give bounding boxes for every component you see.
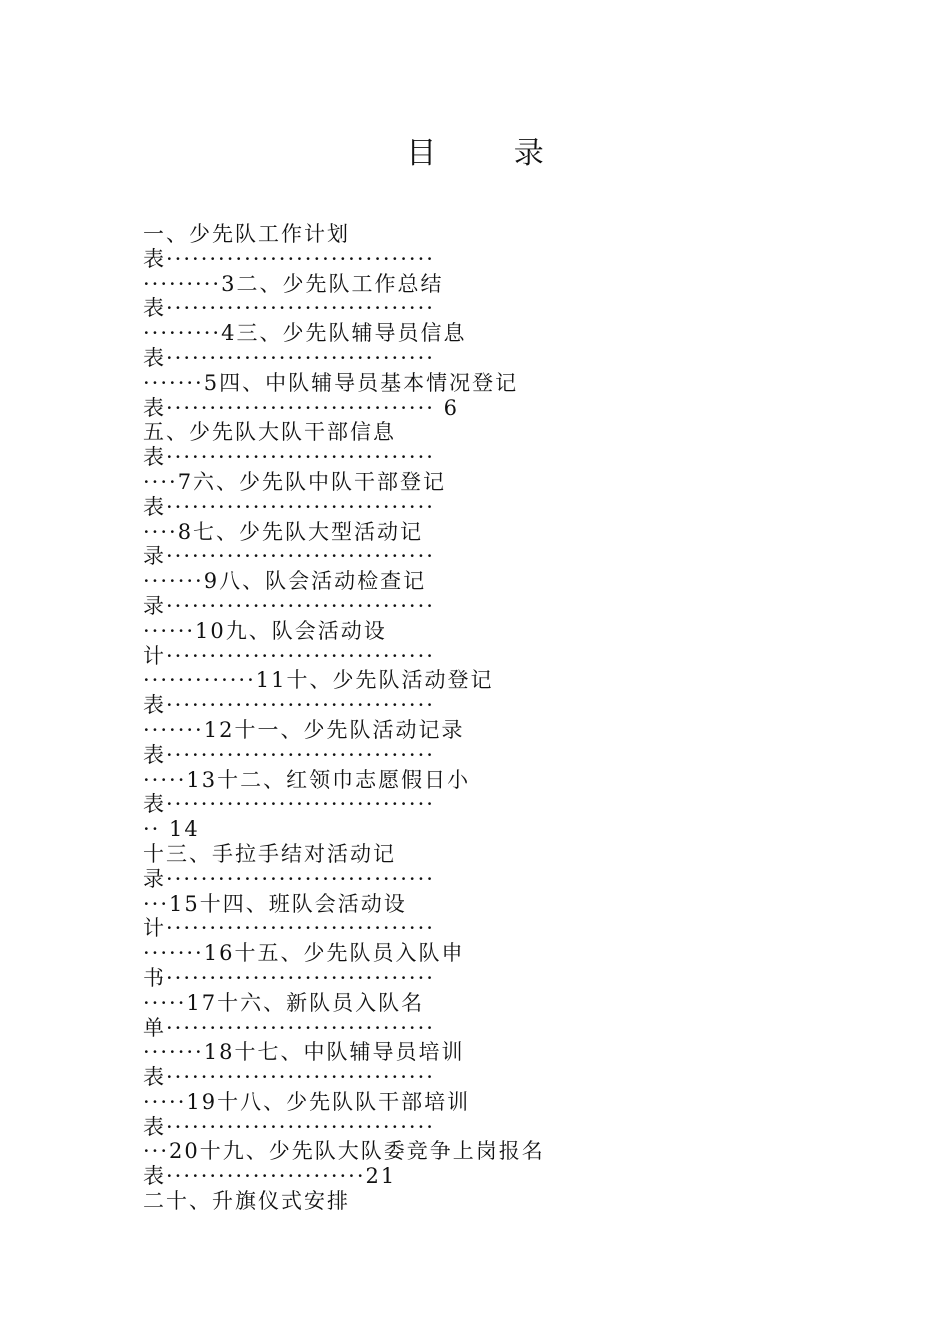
toc-line[interactable]: 录······························· <box>143 544 435 569</box>
toc-line[interactable]: 录······························· <box>143 593 435 618</box>
toc-line[interactable]: ·············11十、少先队活动登记 <box>143 668 494 693</box>
toc-line[interactable]: ···15十四、班队会活动设 <box>143 891 407 916</box>
toc-line[interactable]: ·····19十八、少先队队干部培训 <box>143 1089 471 1114</box>
toc-line[interactable]: 五、少先队大队干部信息 <box>143 420 396 445</box>
toc-line[interactable]: 书······························· <box>143 965 435 990</box>
toc-line[interactable]: ······10九、队会活动设 <box>143 618 387 643</box>
toc-line[interactable]: 表······························· <box>143 246 435 271</box>
toc-line[interactable]: 表······························· <box>143 693 435 718</box>
toc-line[interactable]: ·······18十七、中队辅导员培训 <box>143 1040 465 1065</box>
toc-line[interactable]: ·····17十六、新队员入队名 <box>143 990 425 1015</box>
toc-line[interactable]: ·········4三、少先队辅导员信息 <box>143 321 467 346</box>
toc-line[interactable]: 表······························· <box>143 494 435 519</box>
toc-line[interactable]: 表······························· <box>143 742 435 767</box>
toc-line[interactable]: 表·······················21 <box>143 1164 397 1189</box>
toc-line[interactable]: 表······························· <box>143 1114 435 1139</box>
toc-line[interactable]: 表······························· <box>143 445 435 470</box>
toc-line[interactable]: 表······························· <box>143 1065 435 1090</box>
toc-line[interactable]: ·······16十五、少先队员入队申 <box>143 941 465 966</box>
toc-line[interactable]: ····8七、少先队大型活动记 <box>143 519 424 544</box>
toc-line[interactable]: ···20十九、少先队大队委竞争上岗报名 <box>143 1139 545 1164</box>
toc-line[interactable]: ·····13十二、红领巾志愿假日小 <box>143 767 471 792</box>
toc-line[interactable]: 录······························· <box>143 866 435 891</box>
toc-line[interactable]: 表······························· <box>143 296 435 321</box>
toc-line[interactable]: 单······························· <box>143 1015 435 1040</box>
toc-line[interactable]: 表······························· <box>143 345 435 370</box>
toc-line[interactable]: ····7六、少先队中队干部登记 <box>143 469 447 494</box>
toc-line[interactable]: 表······························· <box>143 792 435 817</box>
toc-line[interactable]: 二十、升旗仪式安排 <box>143 1189 350 1214</box>
toc-line[interactable]: ·······9八、队会活动检查记 <box>143 569 427 594</box>
toc-line[interactable]: 计······························· <box>143 916 435 941</box>
toc-title: 目 录 <box>406 136 578 171</box>
toc-line[interactable]: ·········3二、少先队工作总结 <box>143 271 444 296</box>
toc-line[interactable]: ·· 14 <box>143 817 200 842</box>
toc-line[interactable]: ·······5四、中队辅导员基本情况登记 <box>143 370 519 395</box>
table-of-contents <box>143 222 813 1214</box>
toc-line[interactable]: 十三、手拉手结对活动记 <box>143 841 396 866</box>
toc-line[interactable]: 计······························· <box>143 643 435 668</box>
toc-line[interactable]: ·······12十一、少先队活动记录 <box>143 717 465 742</box>
toc-line[interactable]: 一、少先队工作计划 <box>143 222 350 246</box>
toc-line[interactable]: 表······························· 6 <box>143 395 459 420</box>
